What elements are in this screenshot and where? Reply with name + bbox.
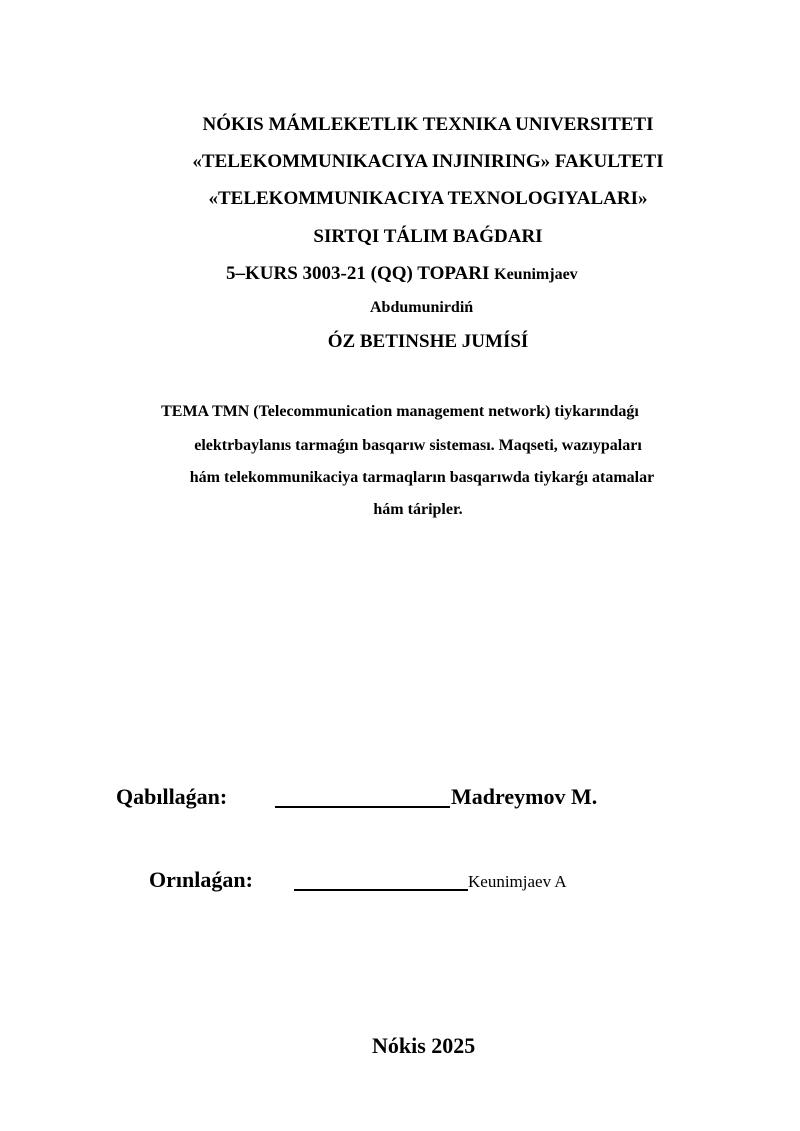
university-name: NÓKIS MÁMLEKETLIK TEXNIKA UNIVERSITETI: [202, 114, 654, 135]
work-title: ÓZ BETINSHE JUMÍSÍ: [327, 331, 529, 352]
topic-line-3: hám telekommunikaciya tarmaqların basqarıwda tiykarǵı atamalar: [189, 469, 655, 486]
study-direction: SIRTQI TÁLIM BAǴDARI: [313, 226, 543, 247]
topic-line-2: elektrbaylanıs tarmaǵın basqarıw sisteması. Maqseti, wazıypaları: [194, 437, 642, 454]
performed-label: Orınlaǵan:: [149, 867, 253, 892]
student-surname: Keunimjaev: [494, 266, 578, 283]
place-year: Nókis 2025: [372, 1033, 476, 1058]
faculty-name: «TELEKOMMUNIKACIYA INJINIRING» FAKULTETI: [192, 151, 664, 172]
accepted-label: Qabıllaǵan:: [116, 784, 228, 809]
course-group-text: 5–KURS 3003-21 (QQ) TOPARI: [226, 263, 490, 284]
performed-name: Keunimjaev A: [468, 872, 567, 891]
accepted-signature-line: [275, 806, 450, 808]
topic-line-4: hám táripler.: [373, 501, 463, 518]
accepted-name: Madreymov M.: [451, 784, 598, 809]
student-name: Abdumunirdiń: [370, 299, 474, 316]
performed-signature-line: [294, 889, 468, 891]
department-name: «TELEKOMMUNIKACIYA TEXNOLOGIYALARI»: [208, 188, 648, 209]
topic-line-1: TEMA TMN (Telecommunication management network) tiykarındaǵı: [161, 403, 639, 420]
course-group: [226, 263, 578, 285]
